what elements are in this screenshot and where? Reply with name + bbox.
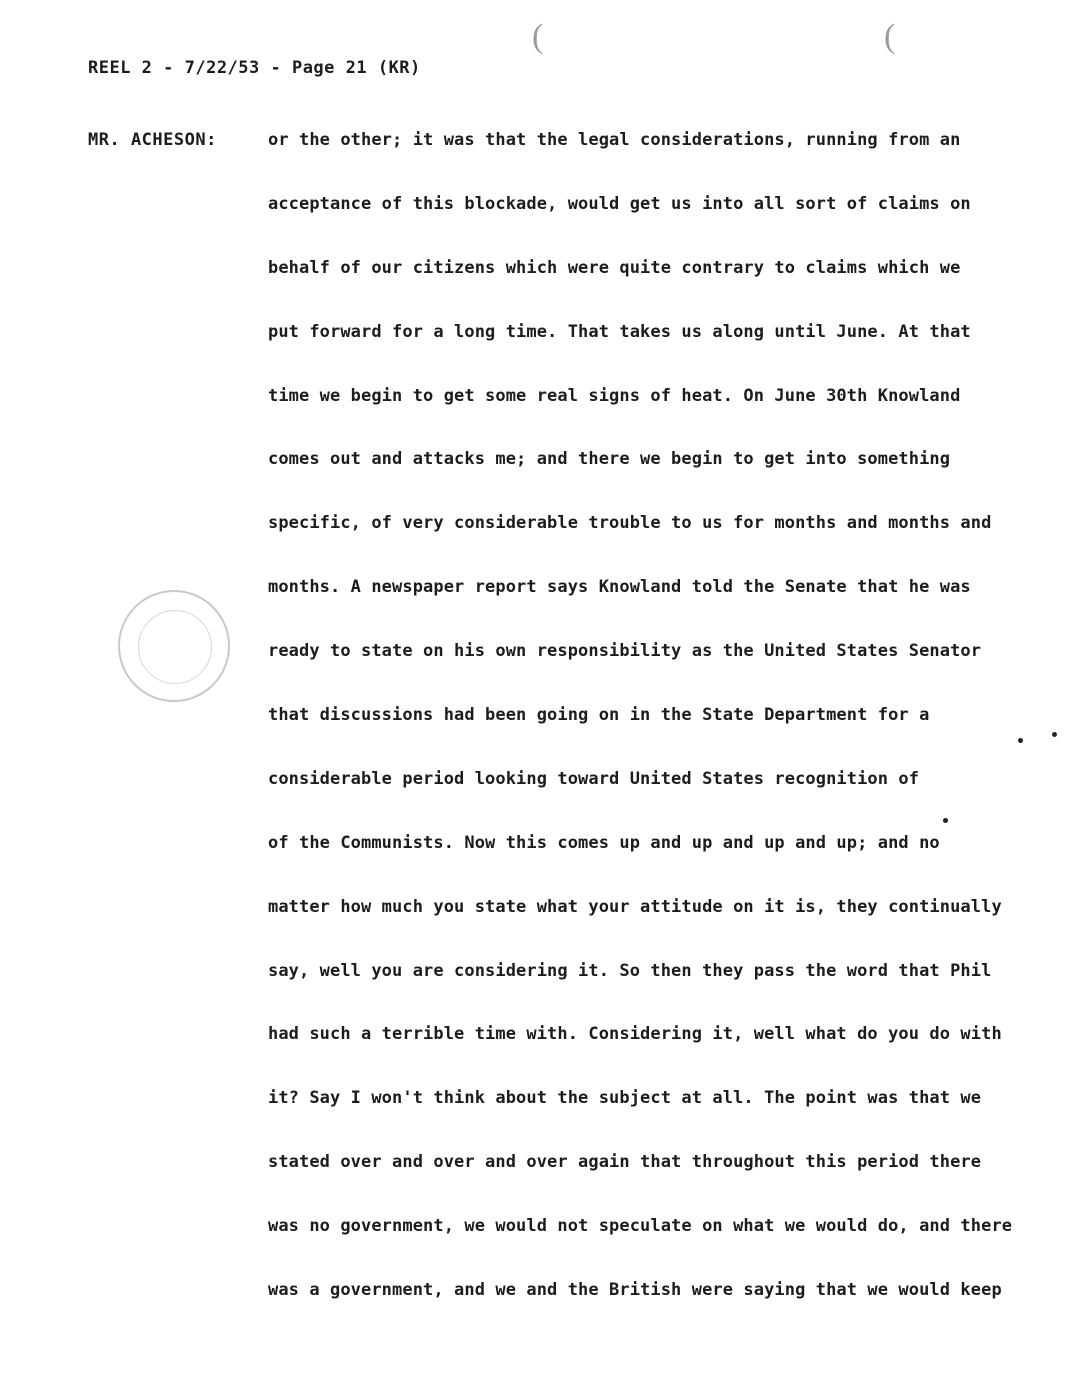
transcript-line: months. A newspaper report says Knowland told the Senate that he was [268,577,971,598]
scan-dot [1052,732,1057,737]
stamp-inner-ring [138,610,212,684]
transcript-line: or the other; it was that the legal considerations, running from an [268,130,961,150]
transcript-line: of the Communists. Now this comes up and up and up and up; and no [268,832,940,853]
transcript-line: time we begin to get some real signs of heat. On June 30th Knowland [268,385,961,406]
scan-dot [943,818,948,823]
transcript-line: behalf of our citizens which were quite contrary to claims which we [268,257,961,278]
transcript-line: stated over and over and over again that throughout this period there [268,1152,982,1173]
transcript-line: that discussions had been going on in the State Department for a [268,705,930,726]
transcript-line: was no government, we would not speculate on what we would do, and there [268,1216,1013,1237]
transcript-line: matter how much you state what your attitude on it is, they continually [268,896,1002,917]
scan-mark: ( [532,18,544,55]
transcript-line: specific, of very considerable trouble to us for months and months and [268,513,992,534]
speaker-label: MR. ACHESON: [88,130,217,150]
transcript-line: considerable period looking toward United States recognition of [268,768,920,789]
transcript-line: ready to state on his own responsibility as the United States Senator [268,641,982,662]
library-stamp [118,590,230,702]
transcript-line: it? Say I won't think about the subject at all. The point was that we [268,1088,982,1109]
scan-mark: ( [884,18,896,55]
transcript-body [268,130,1048,1344]
scan-dot [1018,738,1023,743]
transcript-line: comes out and attacks me; and there we begin to get into something [268,449,951,470]
transcript-line: acceptance of this blockade, would get us into all sort of claims on [268,193,971,214]
transcript-line: had such a terrible time with. Considering it, well what do you do with [268,1024,1002,1045]
transcript-line: was a government, and we and the British were saying that we would keep [268,1280,1002,1301]
page-header: REEL 2 - 7/22/53 - Page 21 (KR) [88,58,421,78]
transcript-line: say, well you are considering it. So then they pass the word that Phil [268,960,992,981]
transcript-line: put forward for a long time. That takes us along until June. At that [268,321,971,342]
